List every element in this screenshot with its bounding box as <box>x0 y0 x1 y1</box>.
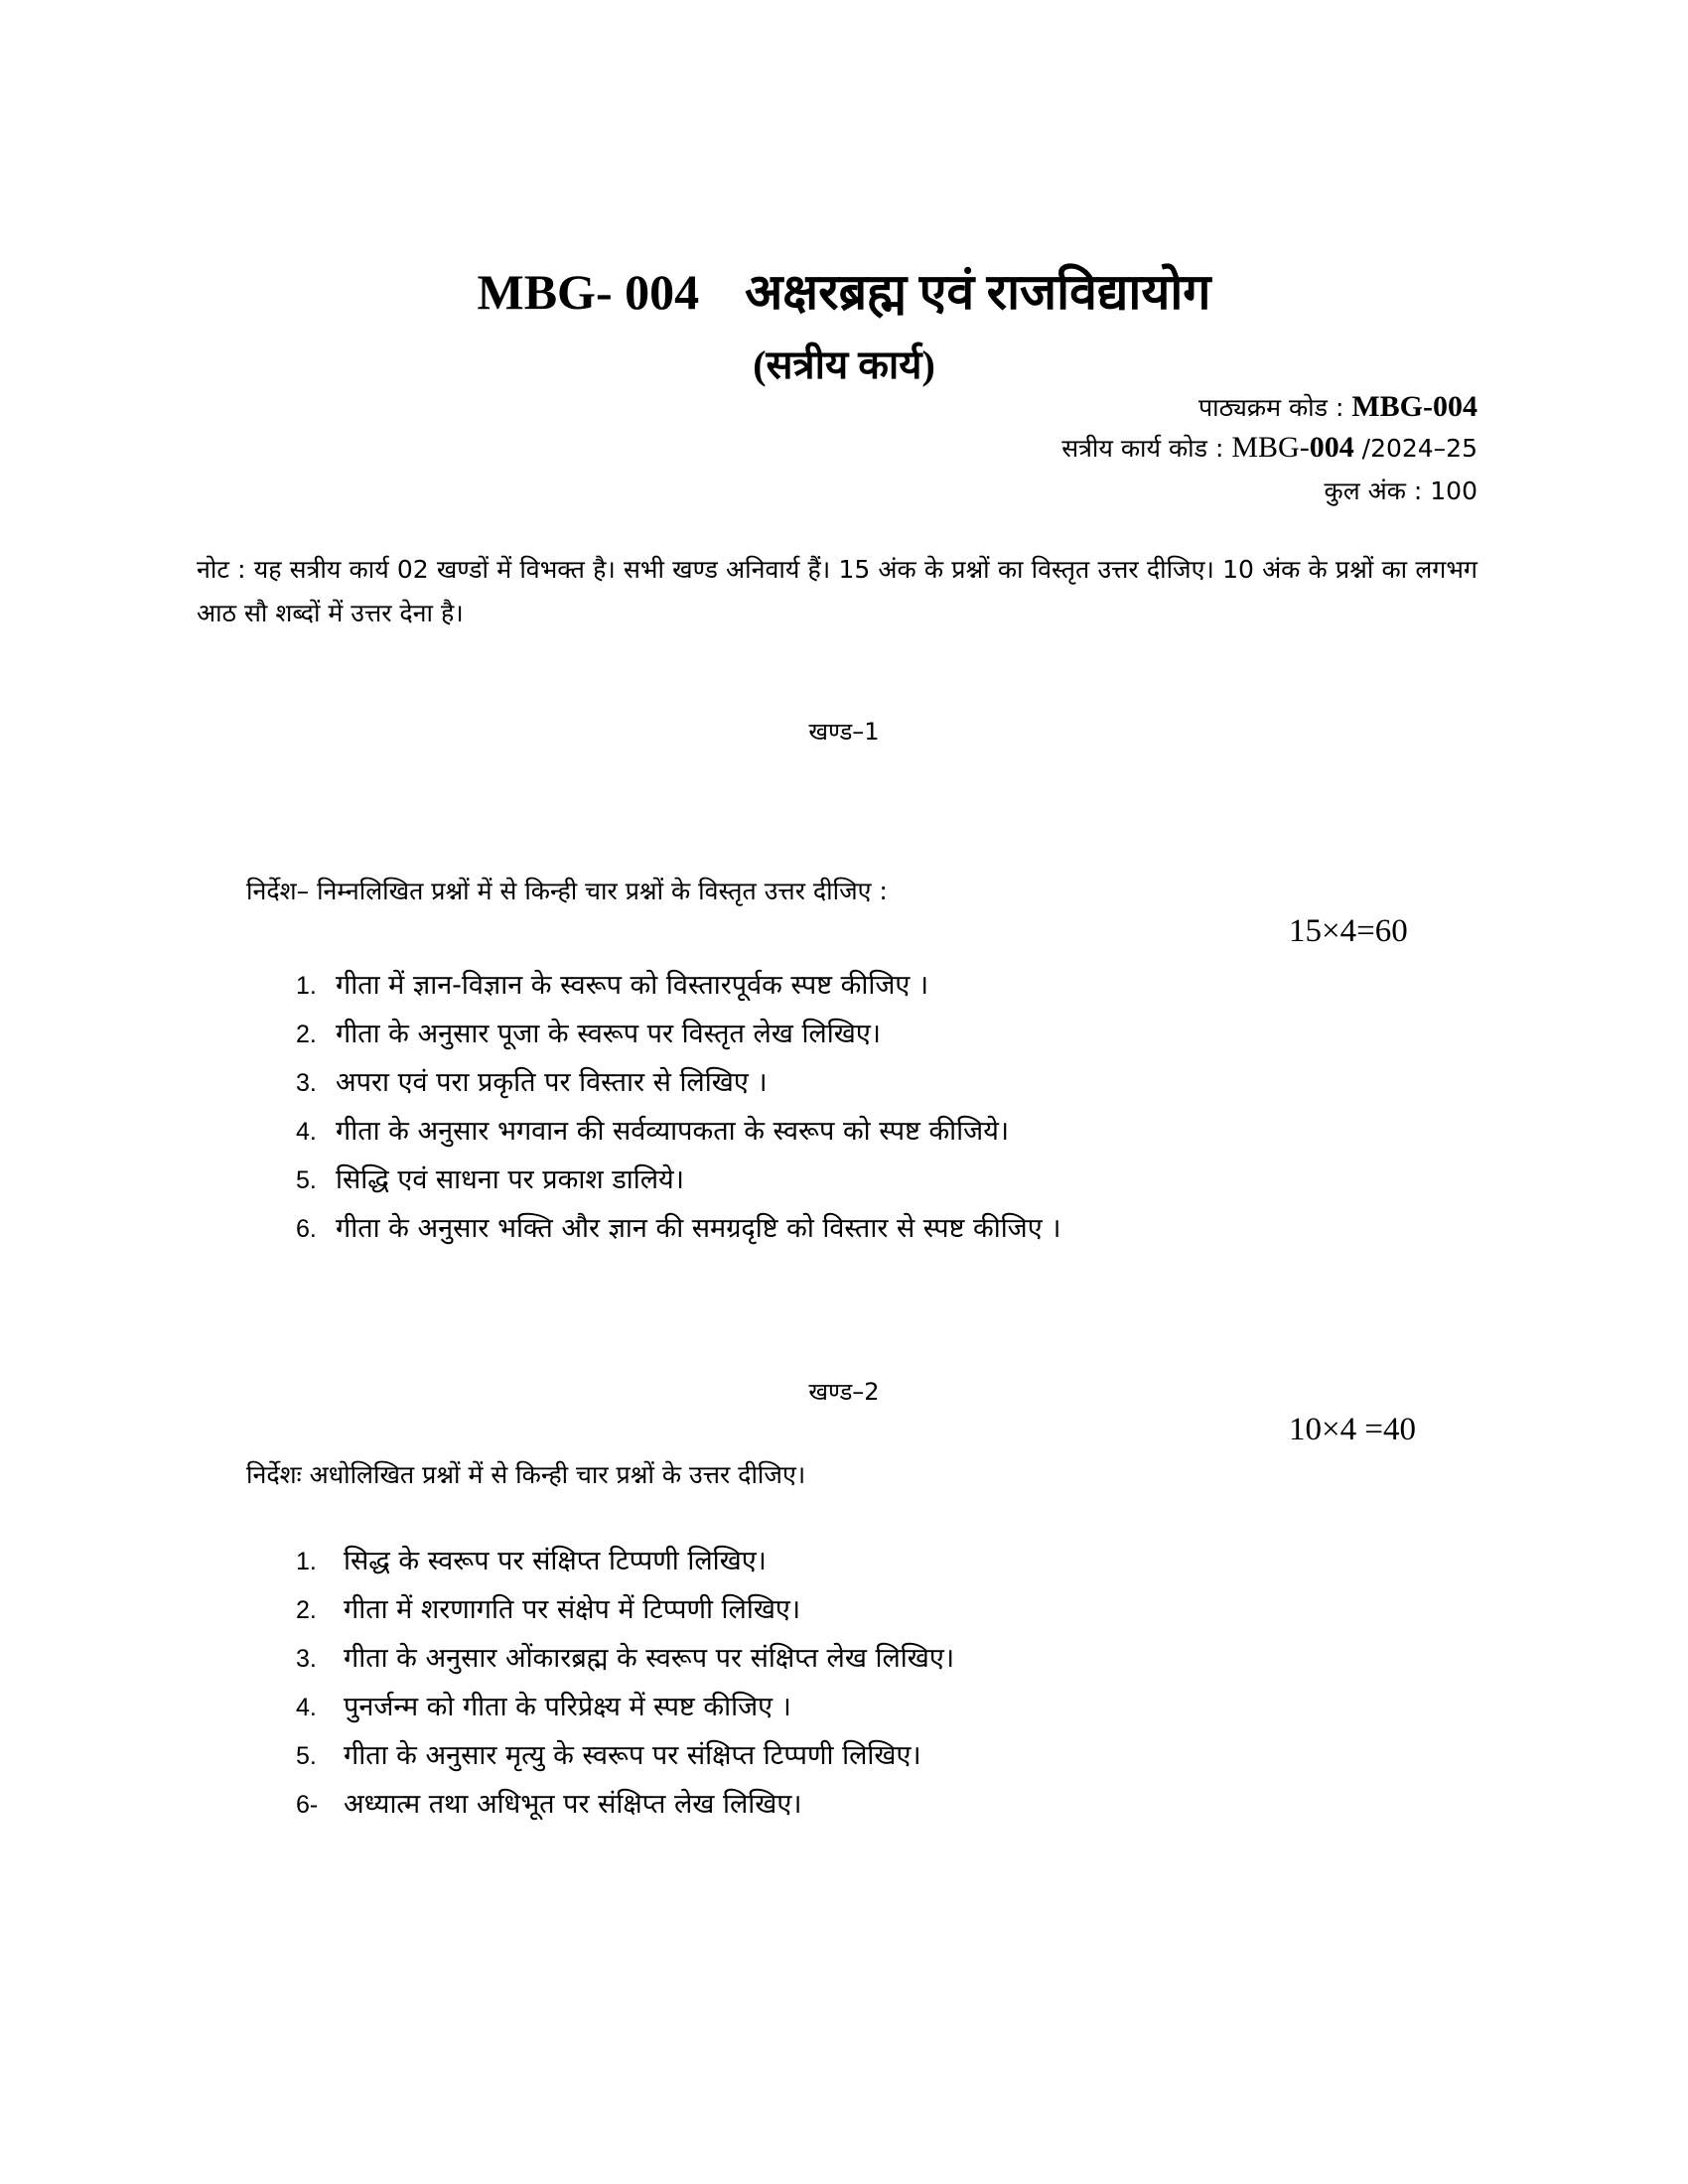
list-item <box>296 1111 1060 1160</box>
list-item <box>296 1014 1060 1062</box>
section-1-direction: निर्देश– निम्नलिखित प्रश्नों में से किन्ही चार प्रश्नों के विस्तृत उत्तर दीजिए : <box>246 877 888 905</box>
assignment-code-year: /2024–25 <box>1361 434 1477 463</box>
list-item <box>296 1735 954 1784</box>
section-1-question-list <box>296 965 1060 1257</box>
section-2-marks: 10×4 =40 <box>1289 1412 1416 1447</box>
course-code-line <box>1198 390 1477 424</box>
list-item <box>296 1541 954 1589</box>
list-item <box>296 1687 954 1735</box>
question-number: 3. <box>296 1069 317 1097</box>
total-marks-value: 100 <box>1430 477 1477 505</box>
assignment-code-line <box>1061 431 1477 465</box>
course-code-title: MBG- 004 <box>477 264 700 320</box>
question-text: गीता के अनुसार पूजा के स्वरूप पर विस्तृत लेख लिखिए। <box>336 1019 881 1049</box>
total-marks-line <box>1325 474 1477 507</box>
question-text: गीता के अनुसार मृत्यु के स्वरूप पर संक्षिप्त टिप्पणी लिखिए। <box>344 1740 921 1771</box>
instruction-note: नोट : यह सत्रीय कार्य 02 खण्डों में विभक्त है। सभी खण्ड अनिवार्य हैं। 15 अंक के प्रश्नों का विस्तृत उत्तर दीजिए। 10 अंक के प्रश्नों का लगभग आठ सौ शब्दों में उत्तर देना है। <box>197 555 1477 627</box>
question-number: 5. <box>296 1742 317 1770</box>
question-number: 1. <box>296 1548 317 1575</box>
section-1-marks: 15×4=60 <box>1289 913 1408 949</box>
section-2-heading: खण्ड–2 <box>808 1378 880 1406</box>
section-2-direction: निर्देशः अधोलिखित प्रश्नों में से किन्ही चार प्रश्नों के उत्तर दीजिए। <box>246 1460 806 1489</box>
question-text: गीता के अनुसार भगवान की सर्वव्यापकता के स्वरूप को स्पष्ट कीजिये। <box>336 1116 1010 1147</box>
document-title <box>0 256 1688 324</box>
assignment-code-prefix: MBG- <box>1231 431 1310 464</box>
list-item <box>296 1784 954 1833</box>
list-item <box>296 1589 954 1638</box>
assignment-label: (सत्रीय कार्य) <box>753 342 935 387</box>
list-item <box>296 965 1060 1014</box>
question-text: गीता में शरणागति पर संक्षेप में टिप्पणी लिखिए। <box>344 1594 801 1625</box>
list-item <box>296 1638 954 1687</box>
list-item <box>296 1208 1060 1257</box>
question-number: 2. <box>296 1596 317 1624</box>
assignment-code-label: सत्रीय कार्य कोड : <box>1061 434 1224 463</box>
question-number: 4. <box>296 1694 317 1721</box>
list-item <box>296 1062 1060 1111</box>
assignment-code-number: 004 <box>1309 431 1354 464</box>
question-text: गीता में ज्ञान-विज्ञान के स्वरूप को विस्तारपूर्वक स्पष्ट कीजिए । <box>336 970 929 1001</box>
question-text: गीता के अनुसार ओंकारब्रह्म के स्वरूप पर संक्षिप्त लेख लिखिए। <box>344 1643 955 1674</box>
question-number: 5. <box>296 1166 317 1194</box>
question-number: 6- <box>296 1791 319 1819</box>
question-number: 1. <box>296 972 317 1000</box>
course-code-label: पाठ्यक्रम कोड : <box>1197 393 1344 422</box>
question-text: सिद्धि एवं साधना पर प्रकाश डालिये। <box>336 1164 684 1195</box>
question-text: पुनर्जन्म को गीता के परिप्रेक्ष्य में स्पष्ट कीजिए । <box>344 1692 791 1722</box>
course-name: अक्षरब्रह्म एवं राजविद्यायोग <box>745 264 1211 320</box>
list-item <box>296 1160 1060 1208</box>
question-text: अपरा एवं परा प्रकृति पर विस्तार से लिखिए । <box>336 1067 768 1098</box>
question-number: 4. <box>296 1118 317 1146</box>
total-marks-label: कुल अंक : <box>1324 477 1423 505</box>
question-number: 3. <box>296 1645 317 1673</box>
course-code-value: MBG-004 <box>1351 390 1477 423</box>
question-text: गीता के अनुसार भक्ति और ज्ञान की समग्रदृष्टि को विस्तार से स्पष्ट कीजिए । <box>336 1213 1061 1244</box>
section-2-question-list <box>296 1541 954 1833</box>
question-number: 6. <box>296 1215 317 1243</box>
question-text: सिद्ध के स्वरूप पर संक्षिप्त टिप्पणी लिखिए। <box>344 1546 767 1576</box>
question-text: अध्यात्म तथा अधिभूत पर संक्षिप्त लेख लिखिए। <box>344 1789 802 1820</box>
section-1-heading: खण्ड–1 <box>808 718 880 746</box>
question-number: 2. <box>296 1021 317 1048</box>
